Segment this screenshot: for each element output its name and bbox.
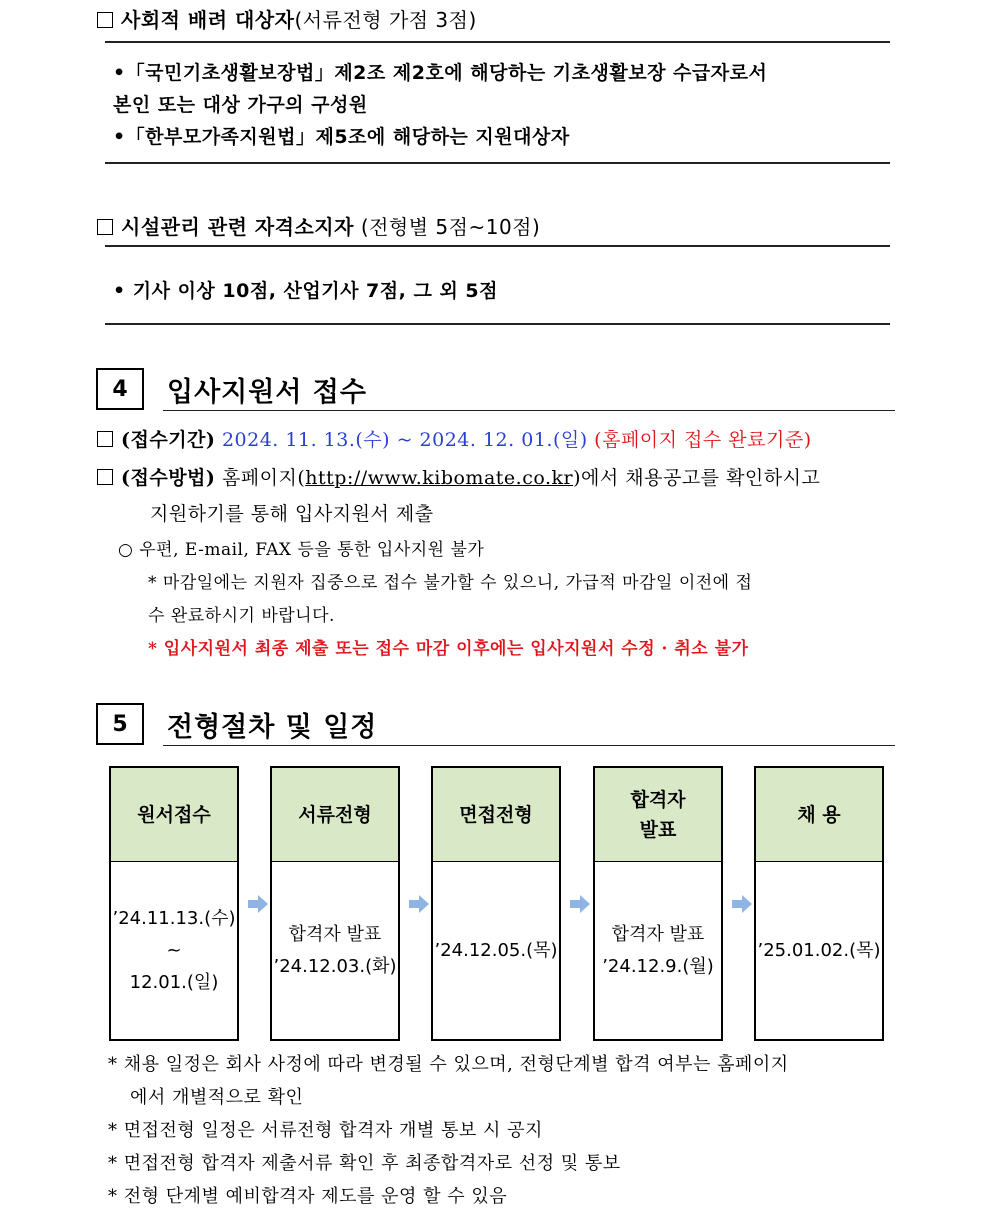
section-underline [163,745,895,746]
step-schedule-line: ’24.12.9.(월) [602,955,714,977]
receipt-period: (접수기간) 2024. 11. 13.(수) ~ 2024. 12. 01.(일) (홈페이지 접수 완료기준) [97,425,812,452]
social-item-1: •「국민기초생활보장법」제2조 제2호에 해당하는 기초생활보장 수급자로서 [113,62,768,84]
homepage-link[interactable]: http://www.kibomate.co.kr [305,467,574,489]
step-schedule-line: 12.01.(일) [129,971,219,993]
arrow-right-icon [247,893,269,915]
step-schedule [433,862,559,1039]
step-schedule-line: 합격자 발표 [611,923,705,945]
checkbox-square-icon [97,219,113,235]
arrow-right-icon [569,893,591,915]
schedule-note: * 면접전형 일정은 서류전형 합격자 개별 통보 시 공지 [108,1120,543,1141]
step-schedule-line: ~ [166,939,182,961]
circle-item: ○ 우편, E-mail, FAX 등을 통한 입사지원 불가 [118,540,485,560]
step-schedule-line: ’24.12.03.(화) [273,955,397,977]
deadline-note-cont: 수 완료하시기 바랍니다. [148,606,335,626]
step-schedule [272,862,398,1039]
step-title: 합격자 발표 [595,768,721,862]
step-title: 서류전형 [272,768,398,862]
process-step [593,766,723,1041]
step-schedule [111,862,237,1039]
warning-note: * 입사지원서 최종 제출 또는 접수 마감 이후에는 입사지원서 수정 · 취소 불가 [148,639,749,659]
schedule-note: * 채용 일정은 회사 사정에 따라 변경될 수 있으며, 전형단계별 합격 여부는 홈페이지 [108,1054,789,1075]
social-item-2: •「한부모가족지원법」제5조에 해당하는 지원대상자 [113,126,570,148]
checkbox-square-icon [97,431,113,447]
schedule-note: * 면접전형 합격자 제출서류 확인 후 최종합격자로 선정 및 통보 [108,1153,621,1174]
arrow-right-icon [731,893,753,915]
checkbox-square-icon [97,12,113,28]
step-title: 면접전형 [433,768,559,862]
step-schedule-line: ’24.11.13.(수) [112,907,236,929]
receipt-method-cont: 지원하기를 통해 입사지원서 제출 [150,503,434,525]
arrow-right-icon [408,893,430,915]
step-title: 원서접수 [111,768,237,862]
divider [105,245,890,247]
step-schedule-line: ’25.01.02.(목) [757,939,881,961]
facility-heading: 시설관리 관련 자격소지자 (전형별 5점~10점) [97,211,540,240]
social-item-1-cont: 본인 또는 대상 가구의 구성원 [113,94,368,116]
step-schedule-line: 합격자 발표 [288,923,382,945]
social-heading: 사회적 배려 대상자(서류전형 가점 3점) [97,4,477,33]
divider [105,323,890,325]
facility-item-1: • 기사 이상 10점, 산업기사 7점, 그 외 5점 [113,280,498,302]
checkbox-square-icon [97,469,113,485]
section-title: 전형절차 및 일정 [167,712,378,743]
section-number: 4 [96,368,144,410]
receipt-method: (접수방법) 홈페이지(http://www.kibomate.co.kr)에서 채용공고를 확인하시고 [97,463,820,490]
process-step [270,766,400,1041]
divider [105,41,890,43]
process-step [431,766,561,1041]
section-underline [163,410,895,411]
schedule-note: 에서 개별적으로 확인 [130,1087,304,1108]
step-schedule [756,862,882,1039]
step-schedule-line: ’24.12.05.(목) [434,939,558,961]
step-title: 채 용 [756,768,882,862]
step-schedule [595,862,721,1039]
section-number: 5 [96,703,144,745]
process-step [109,766,239,1041]
section-title: 입사지원서 접수 [167,377,367,408]
divider [105,162,890,164]
process-step [754,766,884,1041]
deadline-note: * 마감일에는 지원자 집중으로 접수 불가할 수 있으니, 가급적 마감일 이전에 접 [148,573,753,593]
schedule-note: * 전형 단계별 예비합격자 제도를 운영 할 수 있음 [108,1186,508,1207]
